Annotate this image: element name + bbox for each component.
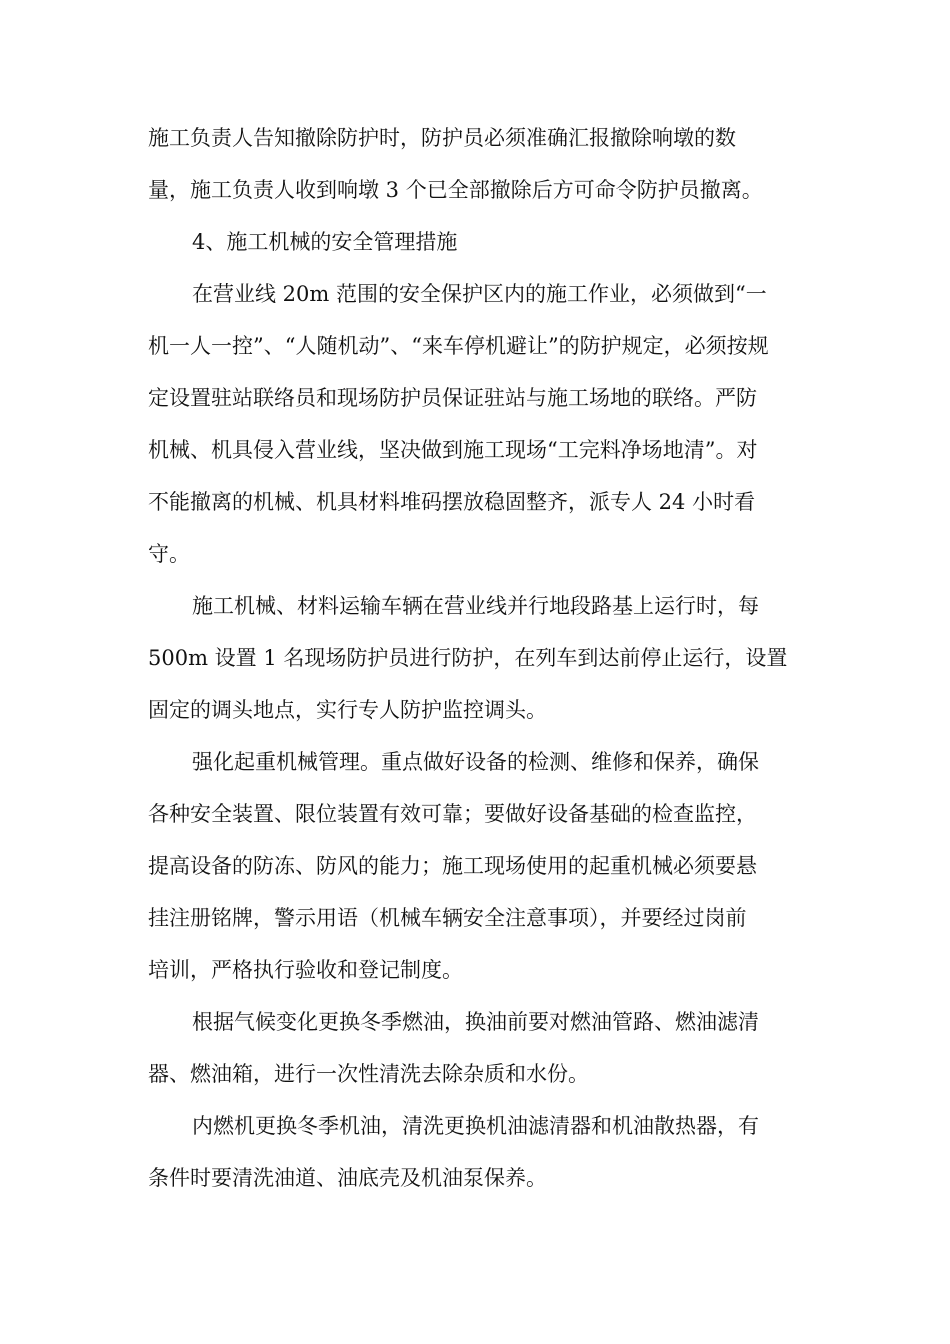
- paragraph-removal-report: [148, 112, 804, 216]
- text-line: 根据气候变化更换冬季燃油，换油前要对燃油管路、燃油滤清: [192, 1010, 759, 1034]
- text-line: 提高设备的防冻、防风的能力；施工现场使用的起重机械必须要悬: [148, 854, 757, 878]
- paragraph-winter-oil: [148, 1100, 804, 1204]
- text-line: 在营业线 20m 范围的安全保护区内的施工作业，必须做到“一: [192, 282, 767, 306]
- text-line: 固定的调头地点，实行专人防护监控调头。: [148, 698, 547, 722]
- paragraph-vehicle-operation: [148, 580, 804, 736]
- section-heading: [148, 216, 804, 268]
- text-line: 各种安全装置、限位装置有效可靠；要做好设备基础的检查监控，: [148, 802, 757, 826]
- text-line: 守。: [148, 542, 190, 566]
- text-line: 机一人一控”、“人随机动”、“来车停机避让”的防护规定，必须按规: [148, 334, 769, 358]
- text-line: 500m 设置 1 名现场防护员进行防护，在列车到达前停止运行，设置: [148, 646, 788, 670]
- text-line: 内燃机更换冬季机油，清洗更换机油滤清器和机油散热器，有: [192, 1114, 759, 1138]
- text-line: 培训，严格执行验收和登记制度。: [148, 958, 463, 982]
- text-line: 量，施工负责人收到响墩 3 个已全部撤除后方可命令防护员撤离。: [148, 178, 763, 202]
- text-line: 强化起重机械管理。重点做好设备的检测、维修和保养，确保: [192, 750, 759, 774]
- text-line: 施工负责人告知撤除防护时，防护员必须准确汇报撤除响墩的数: [148, 126, 736, 150]
- text-line: 挂注册铭牌，警示用语（机械车辆安全注意事项），并要经过岗前: [148, 906, 747, 930]
- document-page: [148, 112, 804, 1204]
- text-line: 条件时要清洗油道、油底壳及机油泵保养。: [148, 1166, 547, 1190]
- paragraph-crane-management: [148, 736, 804, 996]
- text-line: 机械、机具侵入营业线，坚决做到施工现场“工完料净场地清”。对: [148, 438, 758, 462]
- paragraph-safety-zone: [148, 268, 804, 580]
- heading-line: 4、施工机械的安全管理措施: [192, 230, 458, 254]
- paragraph-winter-fuel: [148, 996, 804, 1100]
- text-line: 不能撤离的机械、机具材料堆码摆放稳固整齐，派专人 24 小时看: [148, 490, 756, 514]
- text-line: 施工机械、材料运输车辆在营业线并行地段路基上运行时，每: [192, 594, 759, 618]
- text-line: 器、燃油箱，进行一次性清洗去除杂质和水份。: [148, 1062, 589, 1086]
- text-line: 定设置驻站联络员和现场防护员保证驻站与施工场地的联络。严防: [148, 386, 757, 410]
